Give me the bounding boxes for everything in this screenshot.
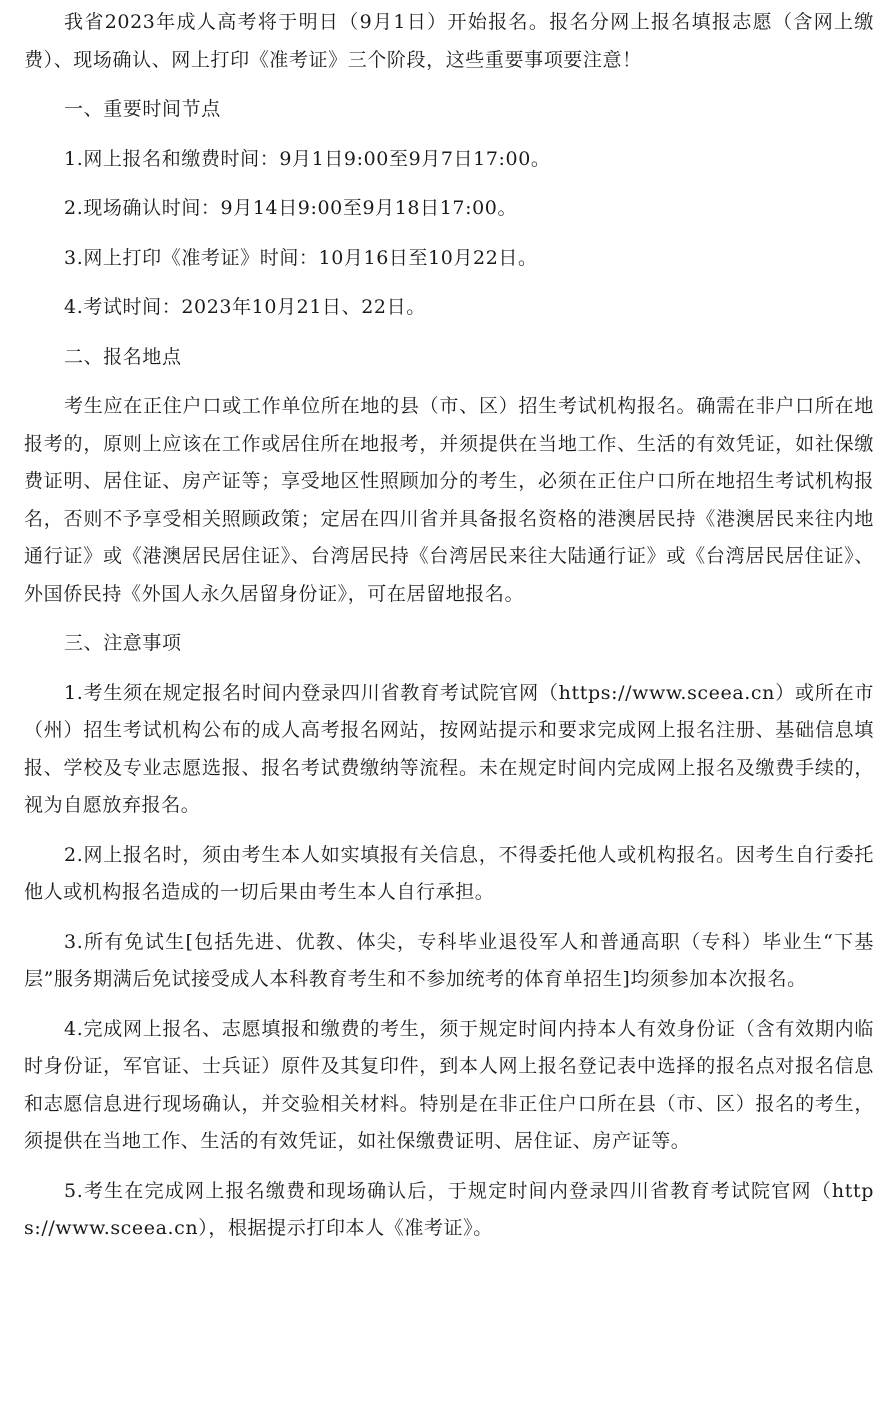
article-body (24, 4, 874, 1260)
location-paragraph: 考生应在正住户口或工作单位所在地的县（市、区）招生考试机构报名。确需在非户口所在地报考的，原则上应该在工作或居住所在地报考，并须提供在当地工作、生活的有效凭证，如社保缴费证明、居住证、房产证等；享受地区性照顾加分的考生，必须在正住户口所在地招生考试机构报名，否则不予享受相关照顾政策；定居在四川省并具备报名资格的港澳居民持《港澳居民来往内地通行证》或《港澳居民居住证》、台湾居民持《台湾居民来往大陆通行证》或《台湾居民居住证》、外国侨民持《外国人永久居留身份证》，可在居留地报名。 (24, 395, 874, 605)
section-heading-location: 二、报名地点 (64, 345, 182, 368)
section-heading-notes: 三、注意事项 (64, 632, 182, 654)
section-heading-key-dates: 一、重要时间节点 (64, 98, 221, 120)
note-item: 4.完成网上报名、志愿填报和缴费的考生，须于规定时间内持本人有效身份证（含有效期内临时身份证，军官证、士兵证）原件及其复印件，到本人网上报名登记表中选择的报名点对报名信息和志愿信息进行现场确认，并交验相关材料。特别是在非正住户口所在县（市、区）报名的考生，须提供在当地工作、生活的有效凭证，如社保缴费证明、居住证、房产证等。 (24, 1017, 874, 1152)
note-item: 2.网上报名时，须由考生本人如实填报有关信息，不得委托他人或机构报名。因考生自行委托他人或机构报名造成的一切后果由考生本人自行承担。 (24, 843, 874, 903)
note-item: 3.所有免试生[包括先进、优教、体尖，专科毕业退役军人和普通高职（专科）毕业生“下基层”服务期满后免试接受成人本科教育考生和不参加统考的体育单招生]均须参加本次报名。 (24, 930, 874, 990)
key-date-item: 1.网上报名和缴费时间：9月1日9:00至9月7日17:00。 (64, 147, 551, 170)
note-item: 5.考生在完成网上报名缴费和现场确认后，于规定时间内登录四川省教育考试院官网（https://www.sceea.cn），根据提示打印本人《准考证》。 (24, 1179, 874, 1239)
intro-paragraph: 我省2023年成人高考将于明日（9月1日）开始报名。报名分网上报名填报志愿（含网上缴费）、现场确认、网上打印《准考证》三个阶段，这些重要事项要注意！ (24, 11, 874, 71)
key-date-item: 4.考试时间：2023年10月21日、22日。 (64, 296, 426, 318)
key-date-item: 2.现场确认时间：9月14日9:00至9月18日17:00。 (64, 197, 518, 219)
note-item: 1.考生须在规定报名时间内登录四川省教育考试院官网（https://www.sceea.cn）或所在市（州）招生考试机构公布的成人高考报名网站，按网站提示和要求完成网上报名注册、基础信息填报、学校及专业志愿选报、报名考试费缴纳等流程。未在规定时间内完成网上报名及缴费手续的，视为自愿放弃报名。 (24, 681, 874, 816)
key-date-item: 3.网上打印《准考证》时间：10月16日至10月22日。 (64, 246, 538, 269)
